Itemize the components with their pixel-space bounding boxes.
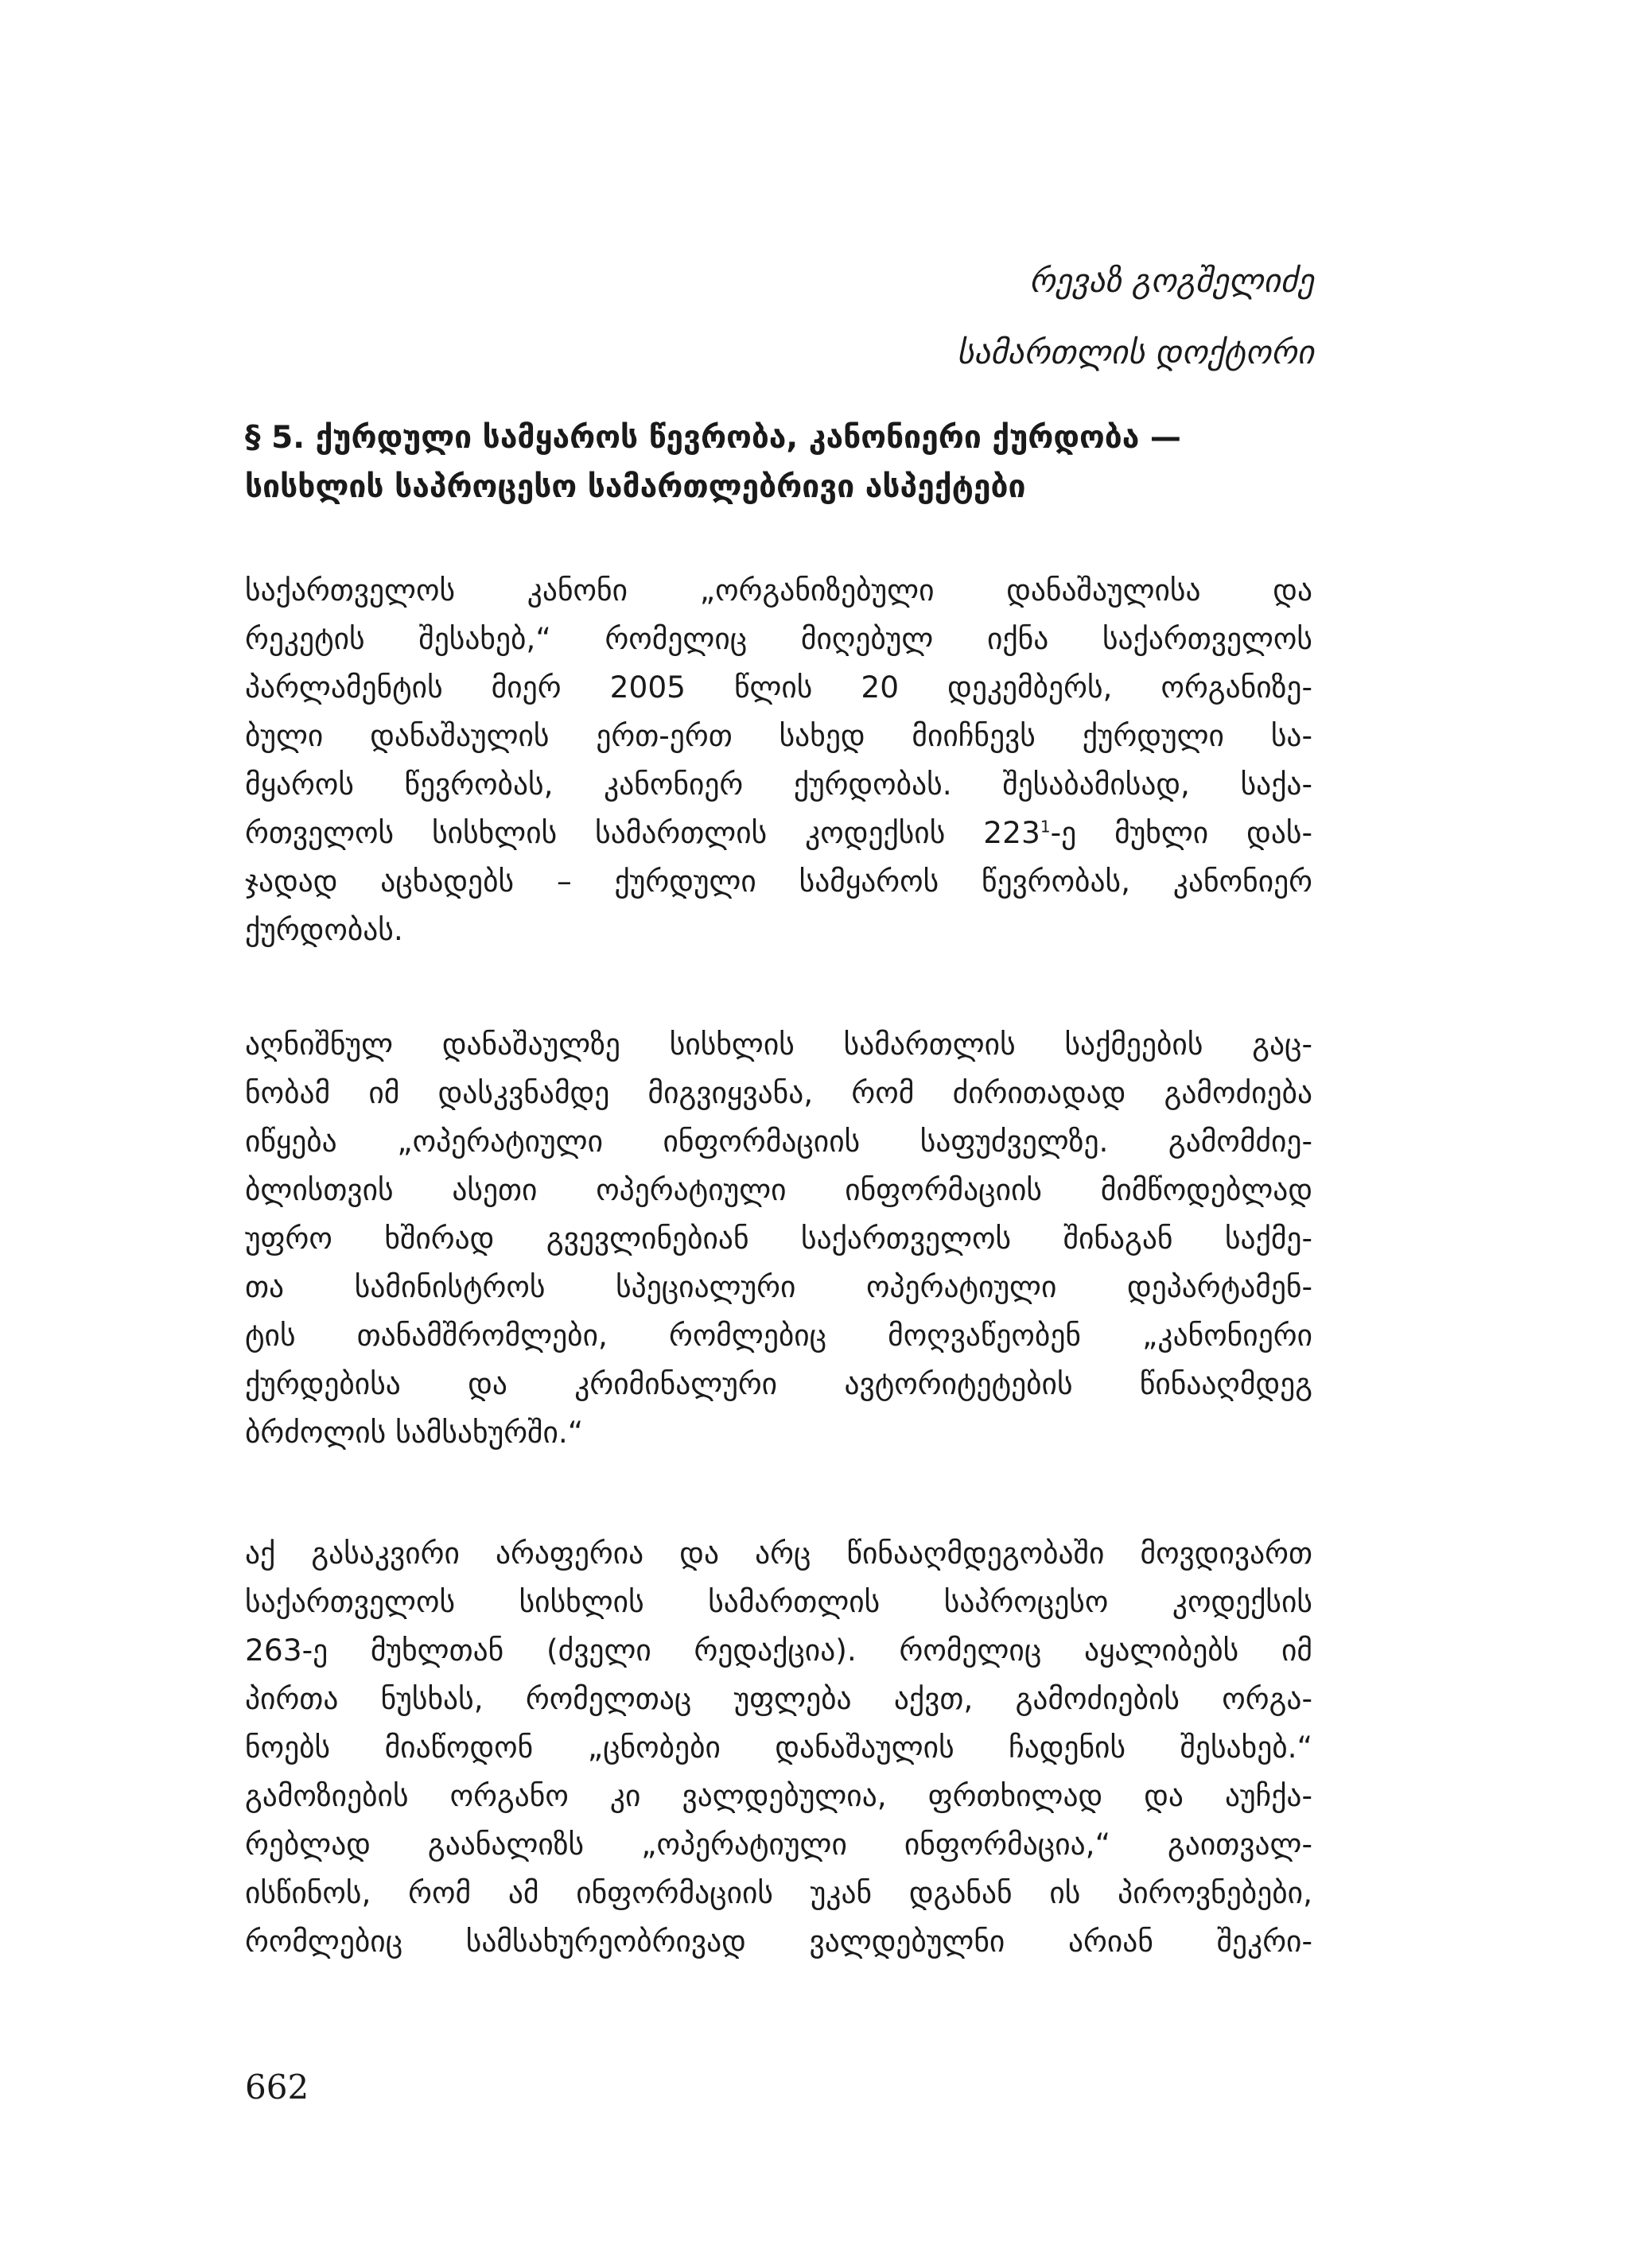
paragraph-3 [245, 1529, 1312, 1966]
section-heading [245, 414, 1374, 512]
paragraph-line: რომლებიც სამსახურეობრივად ვალდებულნი არიან შეკრი- [245, 1924, 1312, 1959]
paragraph-line: ტის თანამშრომლები, რომლებიც მოღვაწეობენ „კანონიერი [245, 1318, 1312, 1353]
paragraph-line: ქურდობას. [245, 912, 403, 947]
paragraph-line: გამოზიების ორგანო კი ვალდებულია, ფრთხილად და აუჩქა- [245, 1778, 1312, 1813]
paragraph-line: თა სამინისტროს სპეციალური ოპერატიული დეპარტამენ- [245, 1269, 1312, 1304]
paragraph-line: საქართველოს კანონი „ორგანიზებული დანაშაულისა და [245, 573, 1312, 608]
paragraph-line: აღნიშნულ დანაშაულზე სისხლის სამართლის საქმეების გაც- [245, 1027, 1312, 1062]
paragraph-2 [245, 1020, 1312, 1457]
article-superscript: 1 [1040, 817, 1051, 837]
paragraph-line: ჯადად აცხადებს – ქურდული სამყაროს წევრობას, კანონიერ [245, 864, 1312, 899]
page-number: 662 [245, 2068, 309, 2107]
paragraph-line-tail: -ე მუხლი დას- [1050, 815, 1312, 850]
paragraph-1 [245, 566, 1312, 954]
paragraph-line: მყაროს წევრობას, კანონიერ ქურდობას. შესაბამისად, საქა- [245, 767, 1312, 802]
paragraph-line: ბლისთვის ასეთი ოპერატიული ინფორმაციის მიმწოდებლად [245, 1172, 1312, 1207]
section-heading-line-2: სისხლის საპროცესო სამართლებრივი ასპექტები [245, 469, 1026, 505]
paragraph-line: 263-ე მუხლთან (ძველი რედაქცია). რომელიც აყალიბებს იმ [245, 1633, 1312, 1668]
paragraph-line: საქართველოს სისხლის სამართლის საპროცესო კოდექსის [245, 1584, 1312, 1619]
section-heading-line-1: § 5. ქურდული სამყაროს წევრობა, კანონიერი ქურდობა — [245, 420, 1181, 456]
paragraph-line: ნოებს მიაწოდონ „ცნობები დანაშაულის ჩადენის შესახებ.“ [245, 1730, 1312, 1765]
paragraph-line: რეკეტის შესახებ,“ რომელიც მიღებულ იქნა საქართველოს [245, 621, 1312, 656]
paragraph-line: იწყება „ოპერატიული ინფორმაციის საფუძველზე. გამომძიე- [245, 1124, 1312, 1159]
paragraph-line: ქურდებისა და კრიმინალური ავტორიტეტების წინააღმდეგ [245, 1366, 1312, 1401]
paragraph-line: ბული დანაშაულის ერთ-ერთ სახედ მიიჩნევს ქურდული სა- [245, 718, 1312, 753]
paragraph-line: ისწინოს, რომ ამ ინფორმაციის უკან დგანან ის პიროვნებები, [245, 1875, 1312, 1910]
paragraph-line: აქ გასაკვირი არაფერია და არც წინააღმდეგობაში მოვდივართ [245, 1536, 1312, 1571]
paragraph-line-with-footnote [245, 809, 1312, 857]
paragraph-line: ბრძოლის სამსახურში.“ [245, 1415, 584, 1450]
paragraph-line: უფრო ხშირად გვევლინებიან საქართველოს შინაგან საქმე- [245, 1221, 1312, 1256]
paragraph-line-text: რთველოს სისხლის სამართლის კოდექსის 223 [245, 815, 1040, 850]
paragraph-line: პირთა ნუსხას, რომელთაც უფლება აქვთ, გამოძიების ორგა- [245, 1681, 1312, 1716]
author-degree: სამართლის დოქტორი [957, 333, 1314, 371]
paragraph-line: ნობამ იმ დასკვნამდე მიგვიყვანა, რომ ძირითადად გამოძიება [245, 1075, 1312, 1110]
author-name: რევაზ გოგშელიძე [1029, 262, 1314, 300]
paragraph-line: რებლად გაანალიზს „ოპერატიული ინფორმაცია,“ გაითვალ- [245, 1827, 1312, 1862]
paragraph-line: პარლამენტის მიერ 2005 წლის 20 დეკემბერს, ორგანიზე- [245, 670, 1312, 705]
author-block [957, 245, 1314, 388]
